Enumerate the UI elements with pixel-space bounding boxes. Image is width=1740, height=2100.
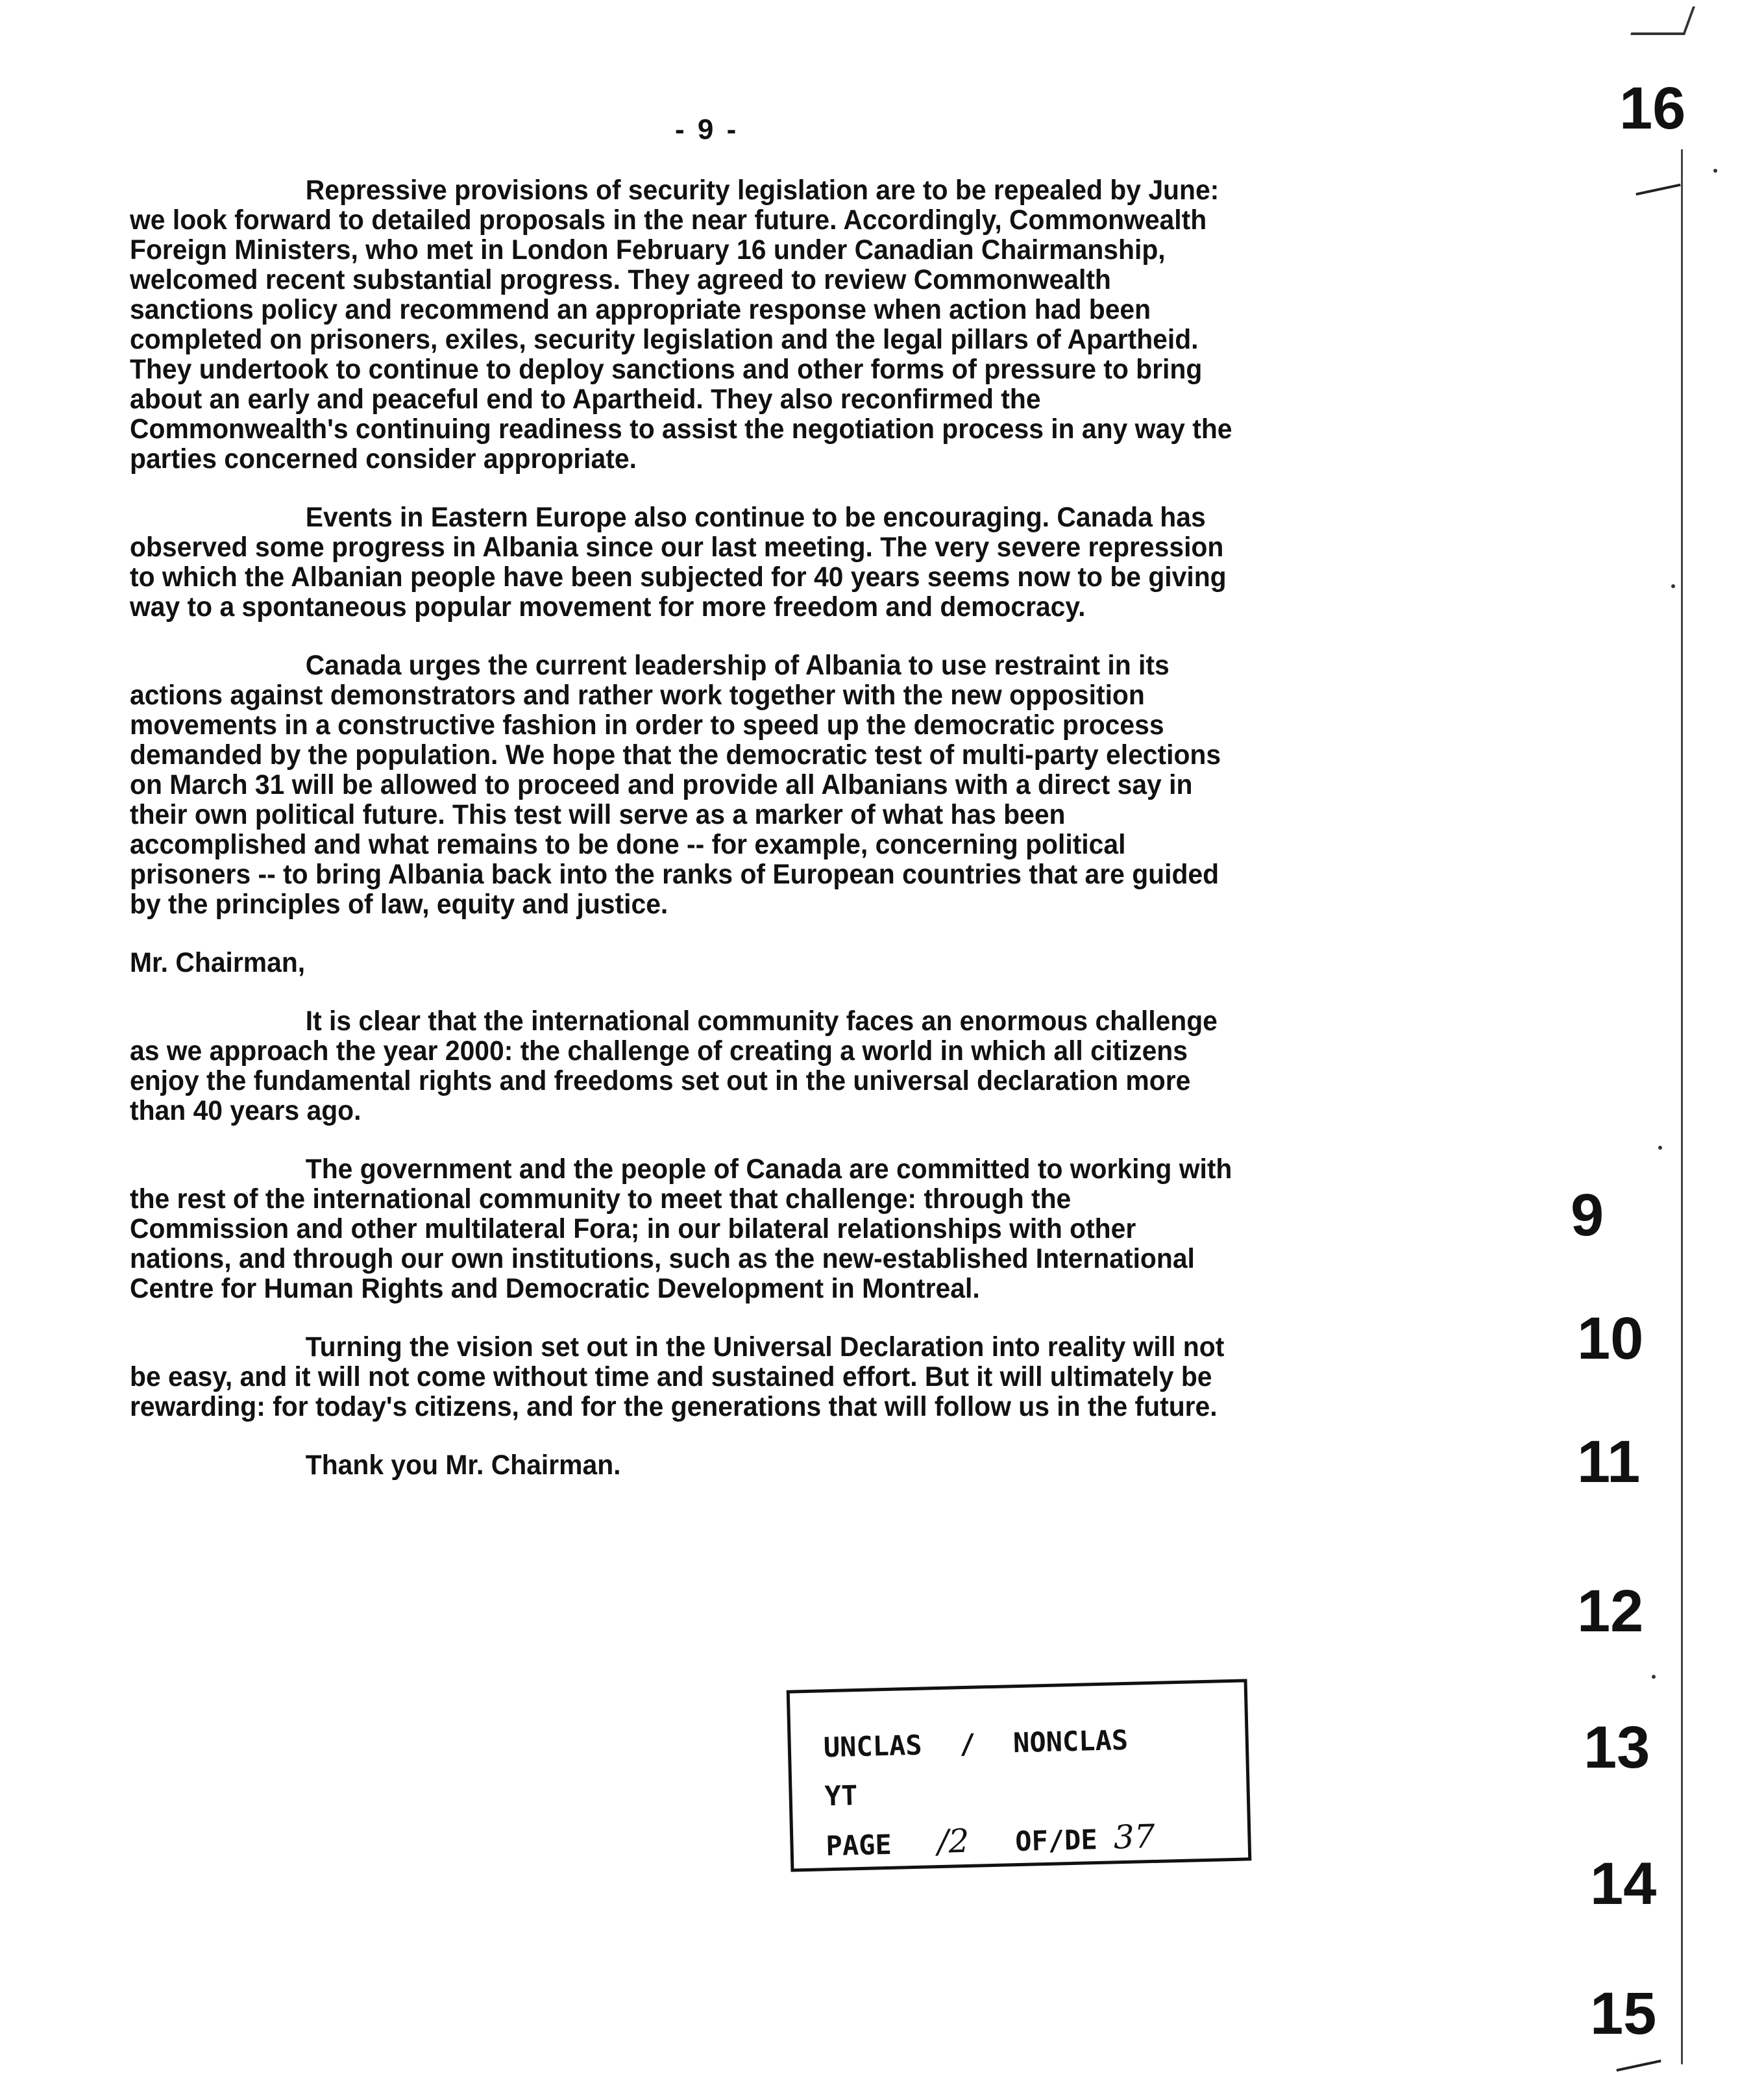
side-tab-9: 9 — [1571, 1182, 1604, 1248]
stamp-initials: YT — [824, 1779, 858, 1812]
stamp-page-label: PAGE — [825, 1828, 892, 1862]
side-tab-10: 10 — [1577, 1305, 1644, 1372]
stamp-page-row — [826, 1818, 1155, 1863]
paragraph: The government and the people of Canada are committed to working with the rest of the international community to meet that challenge: through the Commission and other multilateral Fora; in our bilateral relationships with other nations, and through our own institutions, such as the new-established International Centre for Human Rights and Democratic Development in Montreal. — [130, 1154, 1232, 1304]
binder-edge — [1681, 149, 1683, 2064]
side-tab-12: 12 — [1577, 1578, 1644, 1644]
salutation: Mr. Chairman, — [130, 947, 306, 978]
letter-body — [130, 175, 1234, 1480]
stamp-separator: / — [959, 1727, 977, 1760]
paragraph: Turning the vision set out in the Universal Declaration into reality will not be easy, and it will not come without time and sustained effort. But it will ultimately be rewarding: for today's citizens, and for the generations that will follow us in the future. — [130, 1331, 1225, 1422]
paragraph: Events in Eastern Europe also continue to be encouraging. Canada has observed some progress in Albania since our last meeting. The very severe repression to which the Albanian people have been subjected for 40 years seems now to be giving way to a spontaneous popular movement for more freedom and democracy. — [130, 502, 1227, 623]
scan-speck — [1713, 169, 1717, 173]
stamp-page-total: 37 — [1113, 1817, 1156, 1857]
scan-artifact — [1630, 6, 1695, 35]
side-tab-15: 15 — [1590, 1981, 1657, 2047]
scan-speck — [1652, 1675, 1656, 1679]
side-tab-11: 11 — [1577, 1429, 1641, 1495]
paragraph: Repressive provisions of security legislation are to be repealed by June: we look forward to detailed proposals in the near future. Accordingly, Commonwealth Foreign Ministers, who met in London February 16 under Canadian Chairmanship, welcomed recent substantial progress. They agreed to review Commonwealth sanctions policy and recommend an appropriate response when action had been completed on prisoners, exiles, security legislation and the legal pillars of Apartheid. They undertook to continue to deploy sanctions and other forms of pressure to bring about an early and peaceful end to Apartheid. They also reconfirmed the Commonwealth's continuing readiness to assist the negotiation process in any way the parties concerned consider appropriate. — [130, 175, 1232, 475]
closing-line: Thank you Mr. Chairman. — [305, 1450, 621, 1481]
binder-edge-mark — [1636, 184, 1680, 195]
stamp-page-current: /2 — [937, 1822, 970, 1861]
stamp-nonclas: NONCLAS — [1012, 1723, 1129, 1759]
classification-stamp — [787, 1679, 1252, 1871]
page-number: - 9 - — [675, 114, 739, 145]
side-tab-13: 13 — [1584, 1714, 1650, 1781]
stamp-unclas: UNCLAS — [823, 1729, 923, 1764]
stamp-page-of: OF/DE — [1014, 1823, 1098, 1858]
side-tab-14: 14 — [1590, 1851, 1657, 1917]
side-tab-16: 16 — [1619, 75, 1686, 142]
scan-speck — [1658, 1146, 1662, 1150]
binder-edge-mark — [1616, 2060, 1661, 2071]
stamp-classification-row — [823, 1724, 1128, 1763]
scan-speck — [1671, 584, 1675, 588]
paragraph: It is clear that the international community faces an enormous challenge as we approach the year 2000: the challenge of creating a world in which all citizens enjoy the fundamental rights and freedoms set out in the universal declaration more than 40 years ago. — [130, 1006, 1218, 1126]
paragraph: Canada urges the current leadership of Albania to use restraint in its actions against demonstrators and rather work together with the new opposition movements in a constructive fashion in order to speed up the democratic process demanded by the population. We hope that the democratic test of multi-party elections on March 31 will be allowed to proceed and provide all Albanians with a direct say in their own political future. This test will serve as a marker of what has been accomplished and what remains to be done -- for example, concerning political prisoners -- to bring Albania back into the ranks of European countries that are guided by the principles of law, equity and justice. — [130, 650, 1221, 920]
